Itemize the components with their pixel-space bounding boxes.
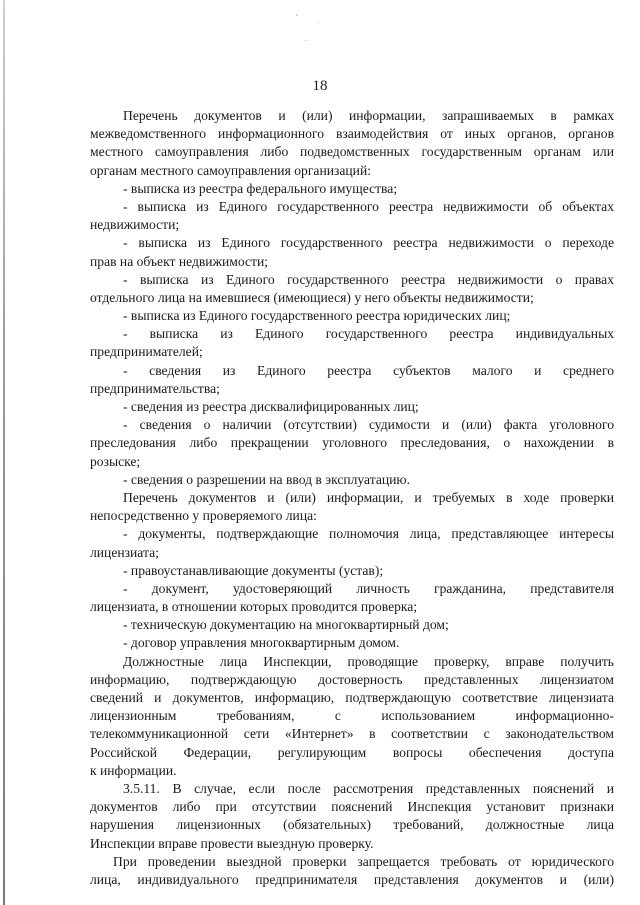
text-line: - договор управления многоквартирным домом.: [123, 635, 400, 651]
text-line: - техническую документацию на многоквартирный дом;: [123, 617, 449, 633]
text-line: предпринимательства;: [90, 380, 220, 396]
text-line: сведений и документов, информацию, подтверждающую соответствие лицензиата: [90, 690, 614, 705]
text-line: лицензиата;: [90, 544, 159, 560]
text-line: Российской Федерации, регулирующим вопросы обеспечения доступа: [90, 744, 614, 760]
scan-speck: [305, 40, 307, 41]
text-line: лицензиата, в отношении которых проводится проверка;: [90, 599, 418, 615]
text-line: межведомственного информационного взаимодействия от иных органов, органов: [90, 126, 614, 142]
text-line: - выписка из Единого государственного реестра недвижимости об объектах: [123, 198, 614, 214]
text-line: местного самоуправления либо подведомственных государственным органам или: [90, 144, 614, 160]
scan-speck: [296, 14, 298, 16]
text-line: 3.5.11. В случае, если после рассмотрения представленных пояснений и: [123, 780, 614, 796]
text-line: При проведении выездной проверки запрещается требовать от юридического: [113, 853, 614, 869]
document-body: [90, 107, 614, 889]
text-line: лицензионным требованиям, с использованием информационно-: [90, 708, 614, 724]
text-line: Перечень документов и (или) информации, и требуемых в ходе проверки: [123, 489, 614, 505]
text-line: - выписка из Единого государственного реестра недвижимости о правах: [123, 271, 614, 287]
text-line: - сведения из реестра дисквалифицированных лиц;: [123, 399, 419, 414]
text-line: органам местного самоуправления организаций:: [90, 162, 371, 178]
text-line: лица, индивидуального предпринимателя представления документов и (или): [90, 871, 614, 887]
scan-edge-line: [3, 0, 5, 905]
text-line: Инспекции вправе провести выездную проверку.: [90, 835, 374, 851]
text-line: - выписка из реестра федерального имущества;: [123, 180, 398, 196]
text-line: розыске;: [90, 453, 141, 469]
text-line: - сведения из Единого реестра субъектов малого и среднего: [123, 362, 614, 378]
text-line: Должностные лица Инспекции, проводящие проверку, вправе получить: [123, 653, 614, 669]
text-line: к информации.: [90, 762, 177, 778]
text-line: - документ, удостоверяющий личность гражданина, представителя: [123, 580, 614, 596]
text-line: - выписка из Единого государственного реестра недвижимости о переходе: [123, 235, 614, 251]
text-line: нарушения лицензионных (обязательных) требований, должностные лица: [90, 817, 614, 833]
text-line: документов либо при отсутствии пояснений Инспекция установит признаки: [90, 799, 614, 815]
page-number: 18: [312, 78, 328, 94]
text-line: предпринимателей;: [90, 344, 203, 360]
text-line: - сведения о наличии (отсутствии) судимости и (или) факта уголовного: [123, 417, 614, 433]
text-line: информацию, подтверждающую достоверность представленных лицензиатом: [90, 671, 614, 687]
text-line: отдельного лица на имевшиеся (имеющиеся) у него объекты недвижимости;: [90, 289, 534, 305]
scan-speck: [318, 22, 319, 23]
text-line: - правоустанавливающие документы (устав);: [123, 562, 384, 578]
text-line: непосредственно у проверяемого лица:: [90, 508, 317, 524]
text-line: прав на объект недвижимости;: [90, 253, 268, 269]
text-line: недвижимости;: [90, 217, 180, 233]
text-line: - сведения о разрешении на ввод в эксплуатацию.: [123, 471, 410, 487]
text-line: - выписка из Единого государственного реестра индивидуальных: [123, 326, 614, 342]
text-line: Перечень документов и (или) информации, запрашиваемых в рамках: [123, 108, 614, 123]
text-line: - выписка из Единого государственного реестра юридических лиц;: [123, 308, 511, 324]
text-line: преследования либо прекращении уголовного преследования, о нахождении в: [90, 435, 614, 451]
text-line: телекоммуникационной сети «Интернет» в соответствии с законодательством: [90, 726, 614, 742]
text-line: - документы, подтверждающие полномочия лица, представляющее интересы: [123, 526, 614, 542]
